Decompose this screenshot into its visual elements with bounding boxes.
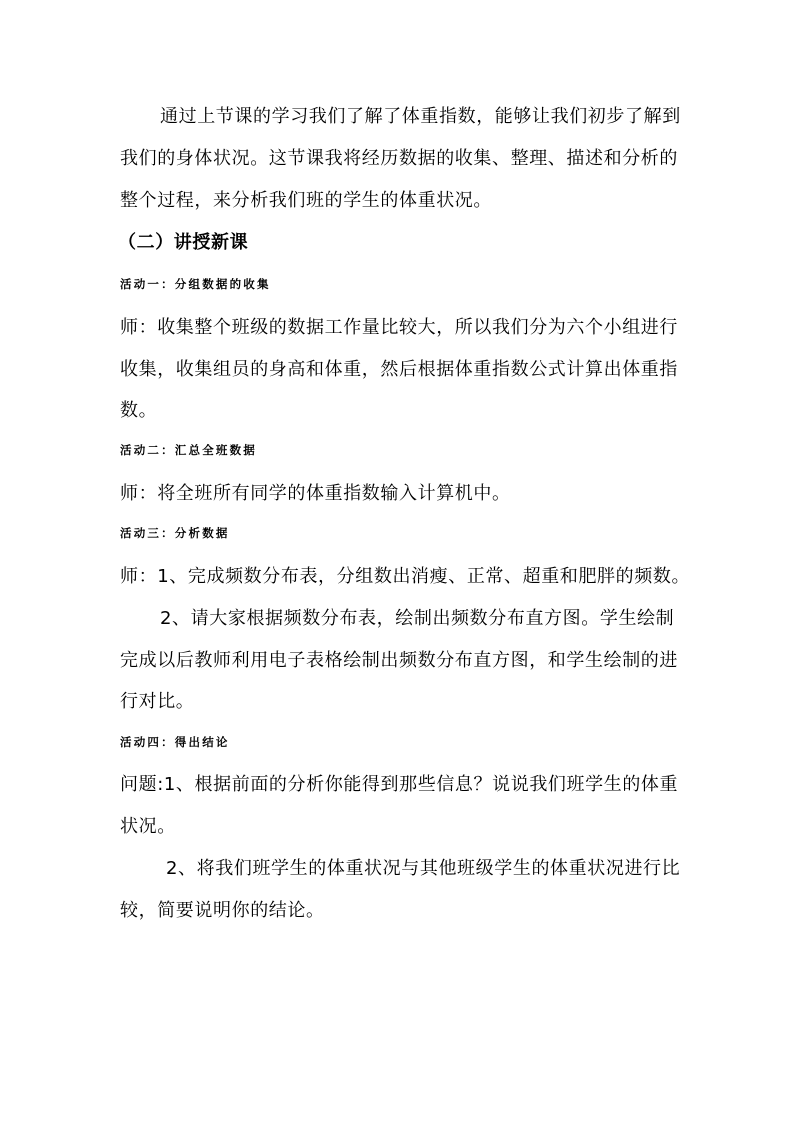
activity-1-line-2: 收集，收集组员的身高和体重，然后根据体重指数公式计算出体重指 <box>120 359 678 380</box>
activity-3-line-4: 行对比。 <box>120 691 195 712</box>
activity-4-line-2: 状况。 <box>120 816 176 837</box>
activity-4-title: 活动四：得出结论 <box>120 735 230 749</box>
activity-4-line-4: 较，简要说明你的结论。 <box>120 900 325 921</box>
activity-4-line-3: 2、将我们班学生的体重状况与其他班级学生的体重状况进行比 <box>166 858 681 879</box>
activity-1-title: 活动一：分组数据的收集 <box>120 277 271 291</box>
activity-2-line-1: 师：将全班所有同学的体重指数输入计算机中。 <box>120 483 511 504</box>
section-heading: （二）讲授新课 <box>118 232 249 253</box>
paragraph-intro-line-3: 整个过程，来分析我们班的学生的体重状况。 <box>120 190 492 211</box>
activity-3-line-2: 2、请大家根据频数分布表，绘制出频数分布直方图。学生绘制 <box>160 608 675 629</box>
paragraph-intro-line-2: 我们的身体状况。这节课我将经历数据的收集、整理、描述和分析的 <box>120 148 678 169</box>
paragraph-intro-line-1: 通过上节课的学习我们了解了体重指数，能够让我们初步了解到 <box>160 106 681 127</box>
activity-3-title: 活动三：分析数据 <box>120 526 230 540</box>
activity-1-line-3: 数。 <box>120 400 158 421</box>
activity-3-line-1: 师：1、完成频数分布表，分组数出消瘦、正常、超重和肥胖的频数。 <box>120 566 691 587</box>
activity-3-line-3: 完成以后教师利用电子表格绘制出频数分布直方图，和学生绘制的进 <box>120 650 678 671</box>
activity-4-line-1: 问题:1、根据前面的分析你能得到那些信息？说说我们班学生的体重 <box>120 774 679 795</box>
activity-2-title: 活动二：汇总全班数据 <box>120 443 257 457</box>
activity-1-line-1: 师：收集整个班级的数据工作量比较大，所以我们分为六个小组进行 <box>120 317 678 338</box>
